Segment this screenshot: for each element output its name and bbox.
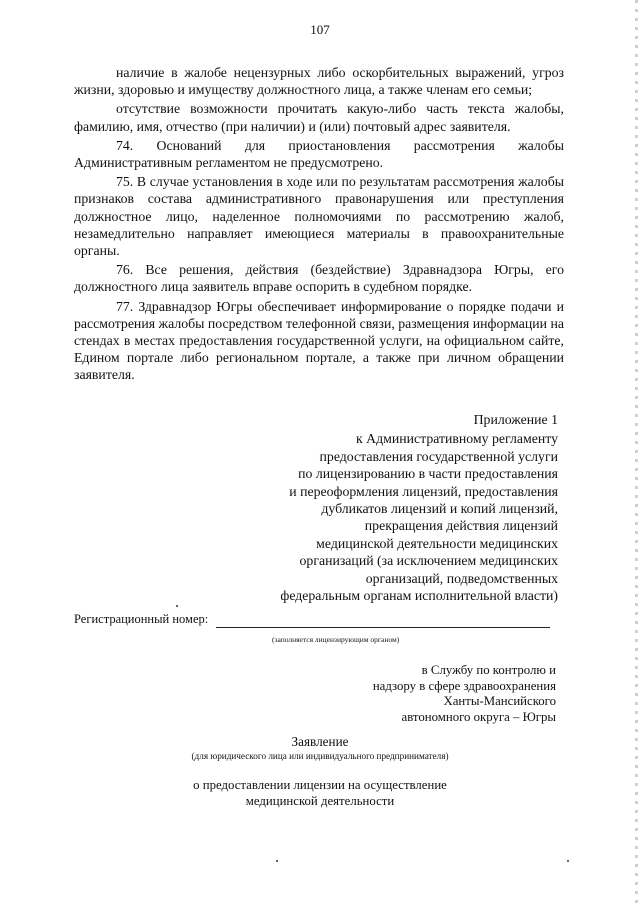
appendix-line: и переоформления лицензий, предоставления [289, 483, 558, 499]
statement-subtitle: (для юридического лица или индивидуального предпринимателя) [191, 751, 449, 761]
appendix-line: организаций, подведомственных [365, 570, 558, 586]
paragraph-75: 75. В случае установления в ходе или по результатам рассмотрения жалобы признаков состава административного правонарушения или преступления должностное лицо, наделенное полномочиями по рассмотрению жалоб, незамедлительно направляет имеющиеся материалы в правоохранительные органы. [74, 174, 564, 259]
paragraph-77: 77. Здравнадзор Югры обеспечивает информирование о порядке подачи и рассмотрения жалобы посредством телефонной связи, размещения информации на стендах в местах предоставления государственной услуги, на официальном сайте, Едином портале либо региональном портале, а также при личном обращении заявителя. [74, 298, 564, 383]
appendix-line: предоставления государственной услуги [319, 448, 558, 464]
statement-heading [0, 734, 640, 762]
registration-number-row [74, 612, 494, 627]
appendix-title: Приложение 1 [473, 412, 558, 427]
appendix-line: дубликатов лицензий и копий лицензий, [321, 501, 558, 517]
statement-title: Заявление [291, 734, 349, 749]
appendix-line: к Административному регламенту [355, 431, 558, 447]
addressee-block [296, 663, 556, 725]
paragraph: наличие в жалобе нецензурных либо оскорбительных выражений, угроз жизни, здоровью и имуществу должностного лица, а также членам его семьи; [74, 65, 564, 98]
scan-edge-artifact [635, 0, 638, 905]
addressee-line: надзору в сфере здравоохранения [372, 678, 556, 693]
scan-dot [276, 860, 278, 862]
addressee-line: автономного округа – Югры [401, 709, 556, 724]
statement-subject [0, 777, 640, 809]
appendix-line: федеральным органам исполнительной власти) [280, 588, 558, 604]
addressee-line: Ханты-Мансийского [443, 694, 556, 709]
appendix-line: по лицензированию в части предоставления [298, 466, 558, 482]
registration-number-note: (заполняется лицензирующим органом) [272, 635, 400, 644]
paragraph: отсутствие возможности прочитать какую-либо часть текста жалобы, фамилию, имя, отчество (при наличии) и (или) почтовый адрес заявителя. [74, 101, 564, 134]
appendix-line: прекращения действия лицензий [364, 518, 558, 534]
scan-dot [567, 860, 569, 862]
registration-number-field[interactable] [216, 627, 550, 628]
registration-number-label: Регистрационный номер: [74, 612, 209, 626]
appendix-line: медицинской деятельности медицинских [316, 535, 558, 551]
regulation-body-text [74, 64, 564, 386]
scan-dot [176, 605, 178, 607]
statement-subject-line: о предоставлении лицензии на осуществление [193, 778, 447, 792]
paragraph-76: 76. Все решения, действия (бездействие) Здравнадзора Югры, его должностного лица заявитель вправе оспорить в судебном порядке. [74, 262, 564, 295]
statement-subject-line: медицинской деятельности [245, 794, 395, 808]
paragraph-74: 74. Оснований для приостановления рассмотрения жалобы Административным регламентом не предусмотрено. [74, 137, 564, 171]
appendix-line: организаций (за исключением медицинских [299, 553, 558, 569]
page-number: 107 [310, 22, 330, 37]
addressee-line: в Службу по контролю и [421, 663, 556, 677]
appendix-header [238, 411, 558, 604]
